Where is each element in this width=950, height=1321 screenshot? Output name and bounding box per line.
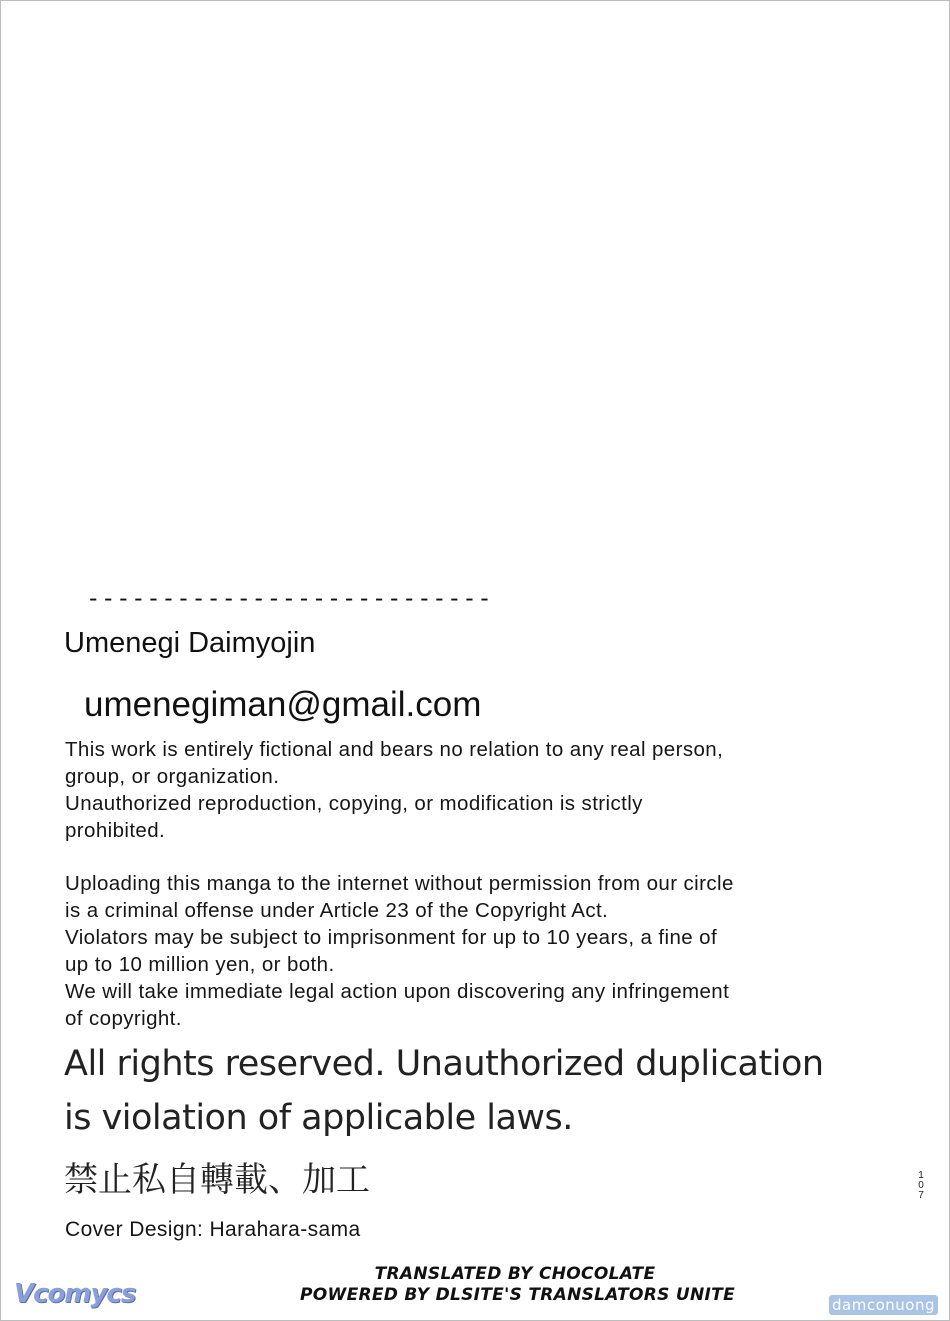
vcomycs-logo: Vcomycs — [14, 1279, 136, 1309]
powered-by-credit: POWERED BY DLSITE'S TRANSLATORS UNITE — [300, 1285, 735, 1305]
notice-line: is a criminal offense under Article 23 of the Copyright Act. — [65, 899, 609, 922]
rights-reserved-line-2: is violation of applicable laws. — [64, 1098, 573, 1138]
page-number-digit: 1 — [918, 1170, 924, 1181]
copyright-notice — [65, 870, 865, 1032]
translation-credits — [300, 1264, 735, 1306]
notice-line: Uploading this manga to the internet without permission from our circle — [65, 872, 734, 895]
japanese-notice: 禁止私自轉載、加工 — [64, 1160, 370, 1200]
fiction-notice — [65, 736, 865, 844]
damconuong-logo: damconuong — [829, 1295, 938, 1315]
notice-line: of copyright. — [65, 1007, 182, 1030]
divider-line: --------------------------- — [86, 584, 493, 612]
page-number-digit: 0 — [918, 1180, 924, 1191]
notice-line: Violators may be subject to imprisonment for up to 10 years, a fine of — [65, 926, 718, 949]
notice-line: We will take immediate legal action upon discovering any infringement — [65, 980, 730, 1003]
author-email: umenegiman@gmail.com — [84, 685, 482, 724]
notice-line: prohibited. — [65, 819, 166, 842]
notice-line: up to 10 million yen, or both. — [65, 953, 335, 976]
cover-design-credit: Cover Design: Harahara-sama — [65, 1218, 361, 1241]
page-number-digit: 7 — [918, 1190, 924, 1201]
translated-by-credit: TRANSLATED BY CHOCOLATE — [374, 1264, 656, 1284]
notice-line: group, or organization. — [65, 765, 280, 788]
notice-line: Unauthorized reproduction, copying, or modification is strictly — [65, 792, 643, 815]
page-number — [916, 1171, 926, 1201]
notice-line: This work is entirely fictional and bears no relation to any real person, — [65, 738, 724, 761]
rights-reserved-line-1: All rights reserved. Unauthorized duplication — [64, 1044, 824, 1084]
author-name: Umenegi Daimyojin — [64, 627, 316, 659]
